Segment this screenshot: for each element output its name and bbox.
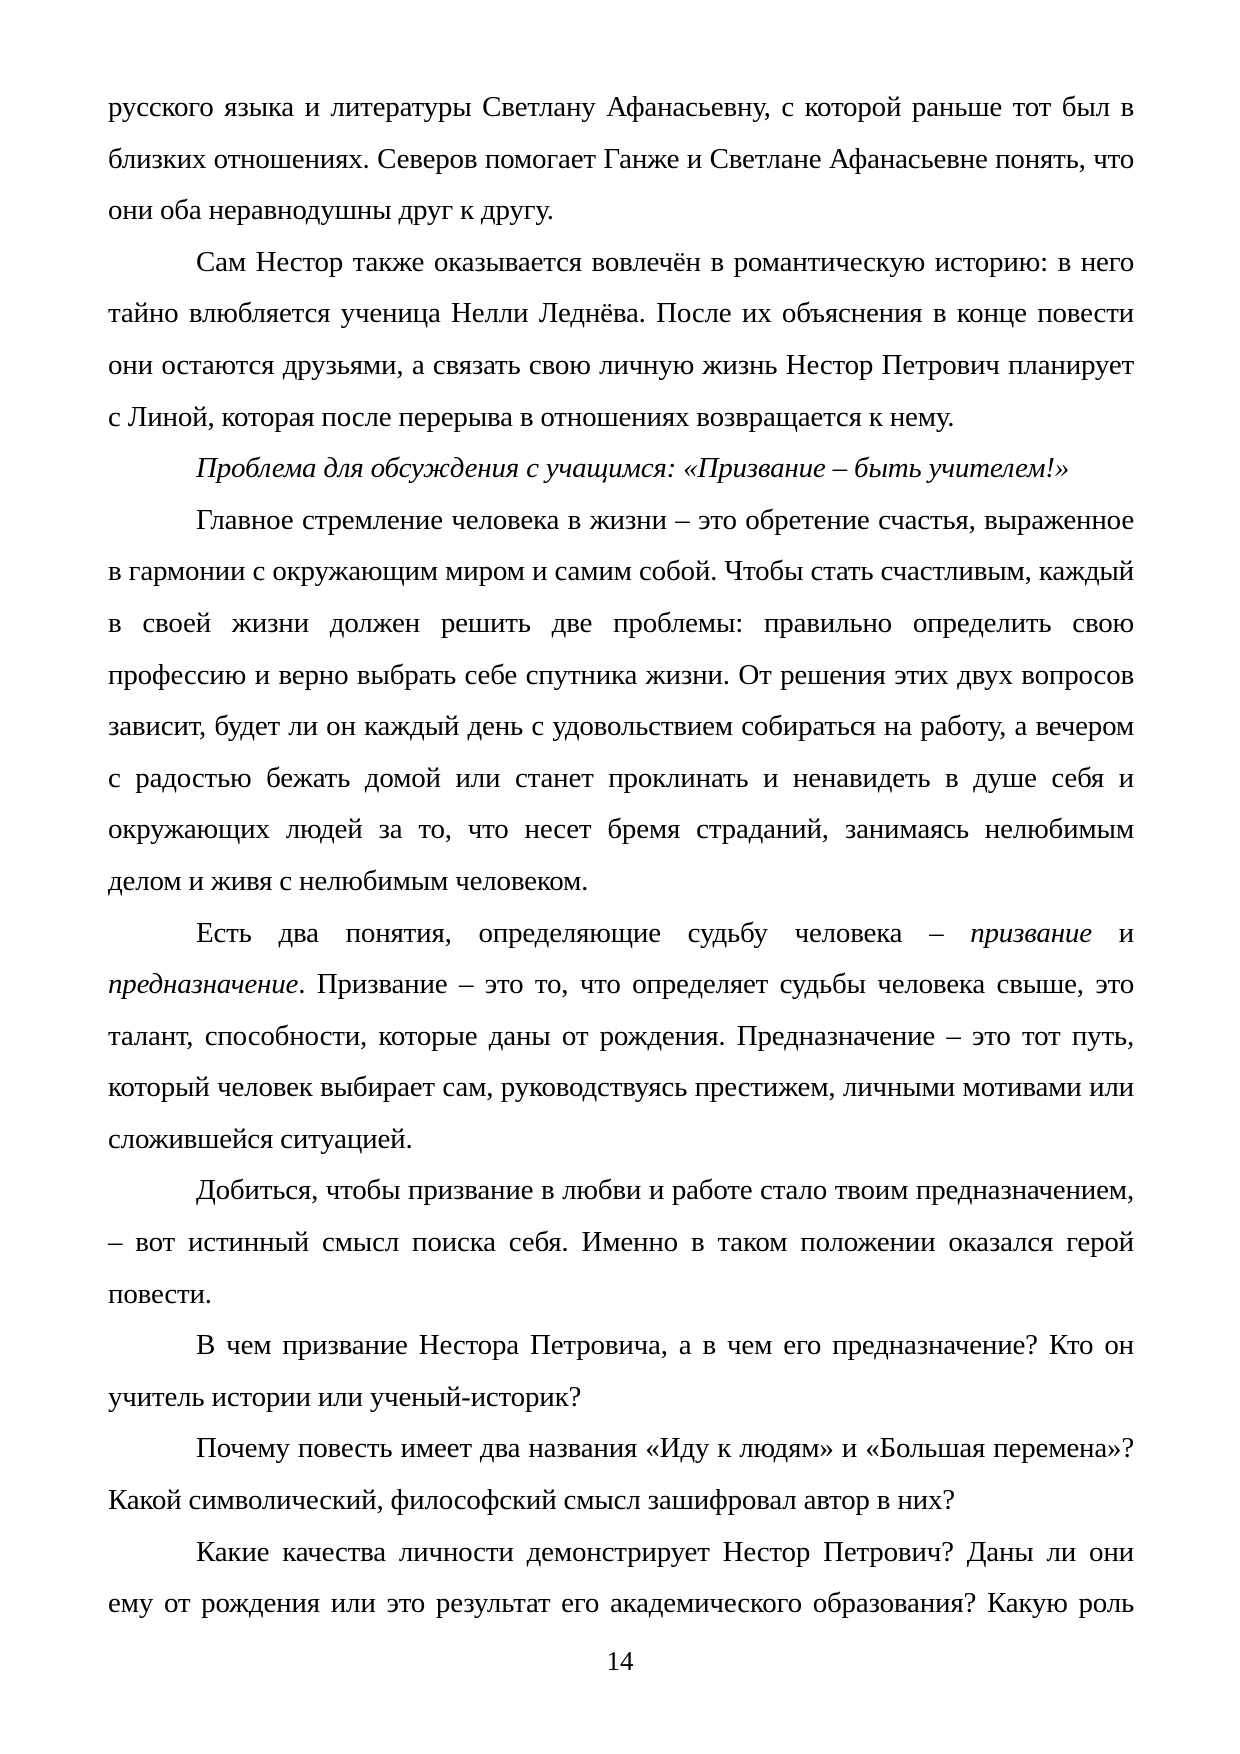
paragraph xyxy=(108,237,1134,443)
italic-text-run: предназначение xyxy=(108,968,299,1001)
paragraph xyxy=(108,443,1134,495)
text-run: Есть два понятия, определяющие судьбу человека – xyxy=(196,916,971,949)
paragraph xyxy=(108,1423,1134,1526)
text-run: . Призвание – это то, что определяет судьбы человека свыше, это талант, способности, которые даны от рождения. Предназначение – это тот путь, который человек выбирает сам, руководствуясь престижем, личными мотивами или сложившейся ситуацией. xyxy=(108,968,1134,1155)
paragraph xyxy=(108,908,1134,1166)
text-content xyxy=(108,82,1134,1630)
text-run: русского языка и литературы Светлану Афанасьевну, с которой раньше тот был в близких отношениях. Северов помогает Ганже и Светлане Афанасьевне понять, что они оба неравнодушны друг к другу. xyxy=(108,91,1134,227)
page-number-label: 14 xyxy=(606,1646,634,1676)
italic-text-run: Проблема для обсуждения с учащимся: «Призвание – быть учителем!» xyxy=(196,452,1070,485)
paragraph xyxy=(108,1527,1134,1630)
text-run: и xyxy=(1091,916,1134,949)
paragraph xyxy=(108,1165,1134,1320)
paragraph xyxy=(108,82,1134,237)
text-run: Главное стремление человека в жизни – это обретение счастья, выраженное в гармонии с окружающим миром и самим собой. Чтобы стать счастливым, каждый в своей жизни должен решить две проблемы: правильно определить свою профессию и верно выбрать себе спутника жизни. От решения этих двух вопросов зависит, будет ли он каждый день с удовольствием собираться на работу, а вечером с радостью бежать домой или станет проклинать и ненавидеть в душе себя и окружающих людей за то, что несет бремя страданий, занимаясь нелюбимым делом и живя с нелюбимым человеком. xyxy=(108,503,1134,897)
text-run: В чем призвание Нестора Петровича, а в чем его предназначение? Кто он учитель истории или ученый-историк? xyxy=(108,1329,1134,1413)
text-run: Добиться, чтобы призвание в любви и работе стало твоим предназначением, – вот истинный смысл поиска себя. Именно в таком положении оказался герой повести. xyxy=(108,1174,1134,1310)
text-run: Какие качества личности демонстрирует Нестор Петрович? Даны ли они ему от рождения или это результат его академического образования? Какую роль xyxy=(108,1535,1134,1620)
page-footer xyxy=(0,1641,1240,1681)
text-run: Почему повесть имеет два названия «Иду к людям» и «Большая перемена»? Какой символический, философский смысл зашифровал автор в них? xyxy=(108,1432,1134,1517)
italic-text-run: призвание xyxy=(970,916,1092,949)
text-run: Сам Нестор также оказывается вовлечён в романтическую историю: в него тайно влюбляется ученица Нелли Леднёва. После их объяснения в конце повести они остаются друзьями, а связать свою личную жизнь Нестор Петрович планирует с Линой, которая после перерыва в отношениях возвращается к нему. xyxy=(108,245,1134,433)
paragraph xyxy=(108,495,1134,908)
paragraph xyxy=(108,1320,1134,1423)
